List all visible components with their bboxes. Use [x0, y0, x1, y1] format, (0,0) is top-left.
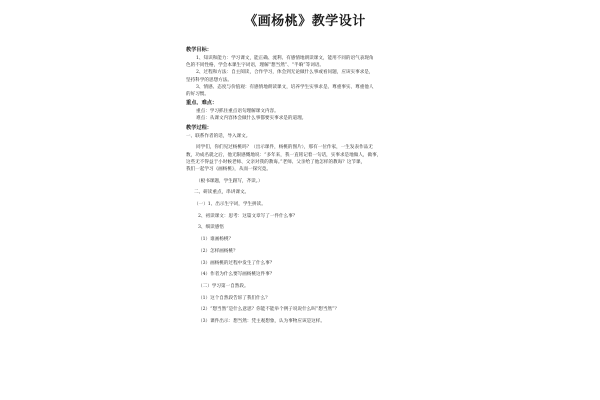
process-heading: 教学过程： — [186, 124, 212, 131]
question-2: （2）怎样画杨桃？ — [198, 248, 238, 254]
goals-line-6: 的好习惯。 — [186, 92, 209, 98]
question-4: （4）作者为什么要写画杨桃这件事？ — [198, 272, 275, 278]
sub-question-2: （2）“想当然”是什么意思？你能不能举个例子说说什么叫“想当然”？ — [198, 307, 339, 313]
step-1: （一）1、出示生字词，学生拼读。 — [194, 202, 266, 208]
intro-line-1: 同学们，你们见过杨桃吗？（出示课件，杨桃的图片），那有一位作家，一生发表作品无 — [196, 145, 373, 151]
keypoint-line-1: 重点：学习抓住重点语句理解课文内容。 — [196, 109, 279, 115]
intro-line-2: 数，功成名就之后，他无限感慨地说：“多年来，我一直铭记着一句话，实事求是地做人，做事， — [186, 152, 382, 158]
goals-heading: 教学目标： — [186, 47, 212, 53]
section-1-heading: 一、联系作者的话，导入课文。 — [186, 133, 251, 139]
subsection-2-heading: （二）学习第一自然段。 — [198, 283, 249, 289]
sub-question-1: （1）这个自然段告诉了我们什么？ — [198, 295, 270, 301]
intro-line-4: 我们一起学习《画杨桃》，从而一探究竟。 — [186, 166, 271, 172]
keypoint-line-2: 难点：从课文内容体会做什么事都要实事求是的道理。 — [196, 116, 307, 122]
step-2: 2、初读课文：思考：这篇文章写了一件什么事？ — [198, 213, 298, 219]
goals-line-2: 色的不同性格，学会本课生字词语，理解“想当然”、“半晌”等词语。 — [186, 63, 325, 69]
question-1: （1）谁画杨桃？ — [198, 237, 234, 243]
intro-line-3: 这些无不得益于小时候老师、父亲对我的教诲。”老师、父亲给了他怎样的教诲？这节课， — [186, 159, 366, 165]
step-3: 3、细读感悟 — [198, 225, 224, 231]
goals-line-4: 坚持科学的思想方法。 — [186, 77, 232, 83]
section-2-heading: 二、研读重点，串讲课文。 — [194, 190, 250, 196]
goals-line-5: 3、情感、态度与价值观：有感情地朗读课文，培养学生实事求是、尊重事实、尊重他人 — [196, 84, 374, 90]
board-note: （板书课题，学生跟写，齐读。） — [196, 178, 263, 184]
goals-line-1: 1、知识和能力：学习课文，能正确、流利、有感情地朗读课文，能用不同的语气表现角 — [196, 56, 374, 61]
keypoints-heading: 重点、难点： — [186, 100, 218, 107]
question-3: （3）画杨桃的过程中发生了什么事？ — [198, 260, 275, 266]
document-title: 《画杨桃》教学设计 — [244, 14, 366, 29]
goals-line-3: 2、过程和方法：自主阅读，合作学习，体会到无论做什么事或看问题，应该实事求是， — [196, 70, 374, 76]
sub-question-3: （3）课件出示：想当然：凭主观想象，认为事物应该是这样。 — [198, 319, 325, 325]
